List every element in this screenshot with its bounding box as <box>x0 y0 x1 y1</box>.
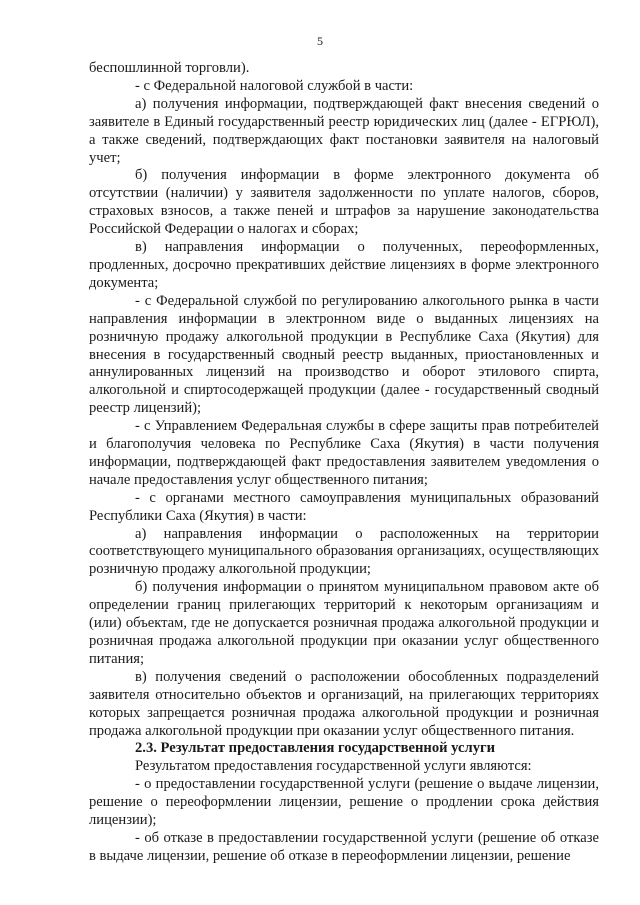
paragraph: - о предоставлении государственной услуги (решение о выдаче лицензии, решение о переоформлении лицензии, решение о продлении срока действия лицензии); <box>89 776 599 829</box>
page-number: 5 <box>317 34 323 48</box>
paragraph: - с Федеральной службой по регулированию алкогольного рынка в части направления информации в электронном виде о выданных лицензиях на розничную продажу алкогольной продукции в Республике Саха (Якутия) для внесения в государственный сводный реестр выданных, приостановленных и аннулированных лицензий на производство и оборот этилового спирта, алкогольной и спиртосодержащей продукции (далее - государственный сводный реестр лицензий); <box>89 292 599 417</box>
paragraph: а) направления информации о расположенных на территории соответствующего муниципального образования организациях, осуществляющих розничную продажу алкогольной продукции; <box>89 525 599 578</box>
paragraph: Результатом предоставления государственной услуги являются: <box>135 758 532 775</box>
paragraph: а) получения информации, подтверждающей факт внесения сведений о заявителе в Единый государственный реестр юридических лиц (далее - ЕГРЮЛ), а также сведений, подтверждающих факт постановки заявителя на налоговый учет; <box>89 95 599 166</box>
paragraph: б) получения информации в форме электронного документа об отсутствии (наличии) у заявителя задолженности по уплате налогов, сборов, страховых взносов, а также пеней и штрафов за нарушение законодательства Российской Федерации о налогах и сборах; <box>89 167 599 238</box>
paragraph: - с органами местного самоуправления муниципальных образований Республики Саха (Якутия) в части: <box>89 489 599 524</box>
paragraph: в) получения сведений о расположении обособленных подразделений заявителя относительно объектов и организаций, на прилегающих территориях которых запрещается розничная продажа алкогольной продукции и розничная продажа алкогольной продукции при оказании услуг общественного питания. <box>89 668 599 739</box>
paragraph: в) направления информации о полученных, переоформленных, продленных, досрочно прекративших действие лицензиях в форме электронного документа; <box>89 239 599 291</box>
section-heading: 2.3. Результат предоставления государственной услуги <box>135 740 496 757</box>
paragraph: - с Федеральной налоговой службой в части: <box>135 77 414 94</box>
paragraph: беспошлинной торговли). <box>89 60 250 76</box>
paragraph: - об отказе в предоставлении государственной услуги (решение об отказе в выдаче лицензии, решение об отказе в переоформлении лицензии, решение <box>89 829 599 864</box>
document-body <box>89 60 599 866</box>
paragraph: б) получения информации о принятом муниципальном правовом акте об определении границ прилегающих территорий к некоторым организациям и (или) объектам, где не допускается розничная продажа алкогольной продукции и розничная продажа алкогольной продукции при оказании услуг общественного питания; <box>89 579 599 667</box>
paragraph: - с Управлением Федеральная службы в сфере защиты прав потребителей и благополучия человека по Республике Саха (Якутия) в части получения информации, подтверждающей факт предоставления заявителем уведомления о начале предоставления услуг общественного питания; <box>89 418 599 488</box>
